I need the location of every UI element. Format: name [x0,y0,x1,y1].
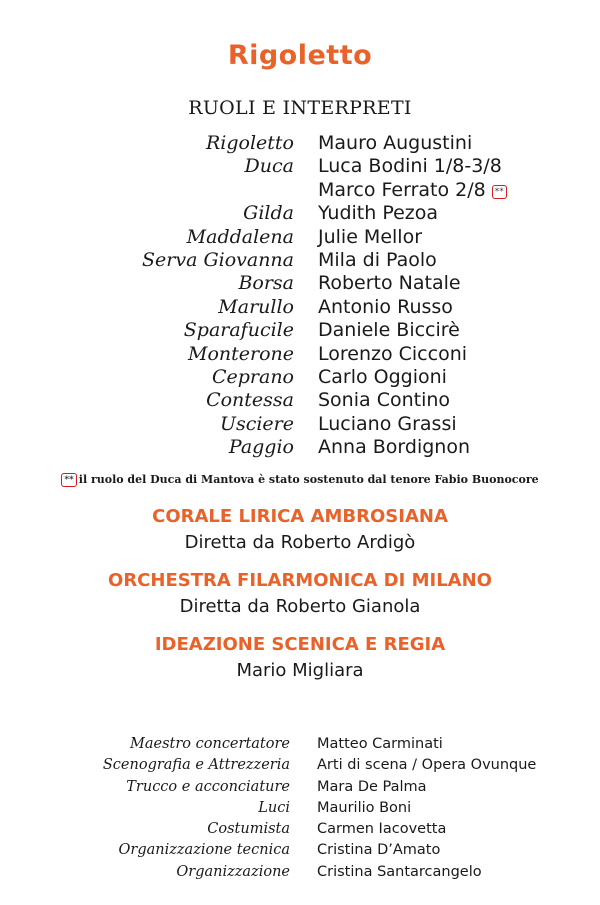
credits-list [0,734,600,883]
choir-director: Diretta da Roberto Ardigò [184,532,416,553]
credit-row [0,755,600,776]
credit-name: Maurilio Boni [317,799,412,816]
credit-name: Mara De Palma [317,778,427,795]
cast-row [0,436,600,459]
cast-performer: Sonia Contino [318,389,451,412]
credit-row [0,777,600,798]
cast-performer: Mila di Paolo [318,248,437,271]
choir-heading: CORALE LIRICA AMBROSIANA [152,506,448,527]
cast-performer: Lorenzo Cicconi [318,342,468,365]
cast-row [0,249,600,272]
credit-role: Organizzazione tecnica [118,842,290,859]
cast-role: Sparafucile [183,319,294,342]
cast-row [0,343,600,366]
cast-role: Maddalena [186,225,294,248]
cast-row [0,319,600,342]
footnote-mark: ** [61,473,76,487]
cast-row [0,226,600,249]
credit-name: Carmen Iacovetta [317,821,447,838]
cast-performer: Julie Mellor [318,225,423,248]
cast-role: Gilda [243,202,294,225]
credit-role: Trucco e acconciature [126,778,290,795]
cast-role: Paggio [228,436,294,459]
cast-role: Serva Giovanna [142,248,294,271]
cast-performer: Luciano Grassi [318,412,457,435]
footnote-mark: ** [492,185,507,199]
cast-list [0,132,600,459]
cast-performer: Anna Bordignon [318,436,471,459]
cast-performer: Luca Bodini 1/8-3/8 [318,155,502,178]
cast-role: Duca [244,155,294,178]
credit-name: Cristina Santarcangelo [317,863,482,880]
cast-performer: Antonio Russo [318,295,453,318]
cast-performer: Carlo Oggioni [318,365,447,388]
cast-role: Usciere [219,412,294,435]
orchestra-heading: ORCHESTRA FILARMONICA DI MILANO [108,570,492,591]
cast-performer: Marco Ferrato 2/8 [318,178,486,201]
cast-performer: Daniele Biccirè [318,319,460,342]
footnote-text: il ruolo del Duca di Mantova è stato sostenuto dal tenore Fabio Buonocore [78,473,539,486]
credit-role: Costumista [207,821,290,838]
cast-section-heading: RUOLI E INTERPRETI [188,97,412,119]
footnote [0,473,600,487]
credit-name: Cristina D’Amato [317,842,441,859]
credit-role: Maestro concertatore [130,736,290,752]
cast-performer: Roberto Natale [318,272,461,295]
orchestra-director: Diretta da Roberto Gianola [179,596,421,617]
staging-director: Mario Migliara [236,660,364,681]
cast-row [0,202,600,225]
credit-role: Organizzazione [176,863,290,880]
credit-role: Scenografia e Attrezzeria [102,757,290,774]
cast-row [0,296,600,319]
credit-role: Luci [258,799,290,816]
cast-role: Contessa [206,389,294,412]
cast-row [0,366,600,389]
cast-row [0,413,600,436]
staging-heading: IDEAZIONE SCENICA E REGIA [154,634,446,655]
cast-row [0,179,600,202]
cast-row [0,272,600,295]
cast-performer-wrap [318,179,507,202]
cast-row [0,155,600,178]
cast-role: Ceprano [211,365,294,388]
credit-row [0,798,600,819]
credit-name: Arti di scena / Opera Ovunque [317,757,537,774]
cast-row [0,132,600,155]
credit-row [0,840,600,861]
credit-name: Matteo Carminati [317,736,443,752]
cast-performer: Mauro Augustini [318,132,473,154]
credit-row [0,819,600,840]
page-title: Rigoletto [227,40,373,71]
cast-role: Borsa [238,272,294,295]
credit-row [0,862,600,883]
cast-role: Rigoletto [205,132,294,154]
cast-row [0,389,600,412]
cast-role: Monterone [187,342,294,365]
cast-performer: Yudith Pezoa [318,202,439,225]
cast-role: Marullo [218,295,294,318]
credit-row [0,734,600,755]
